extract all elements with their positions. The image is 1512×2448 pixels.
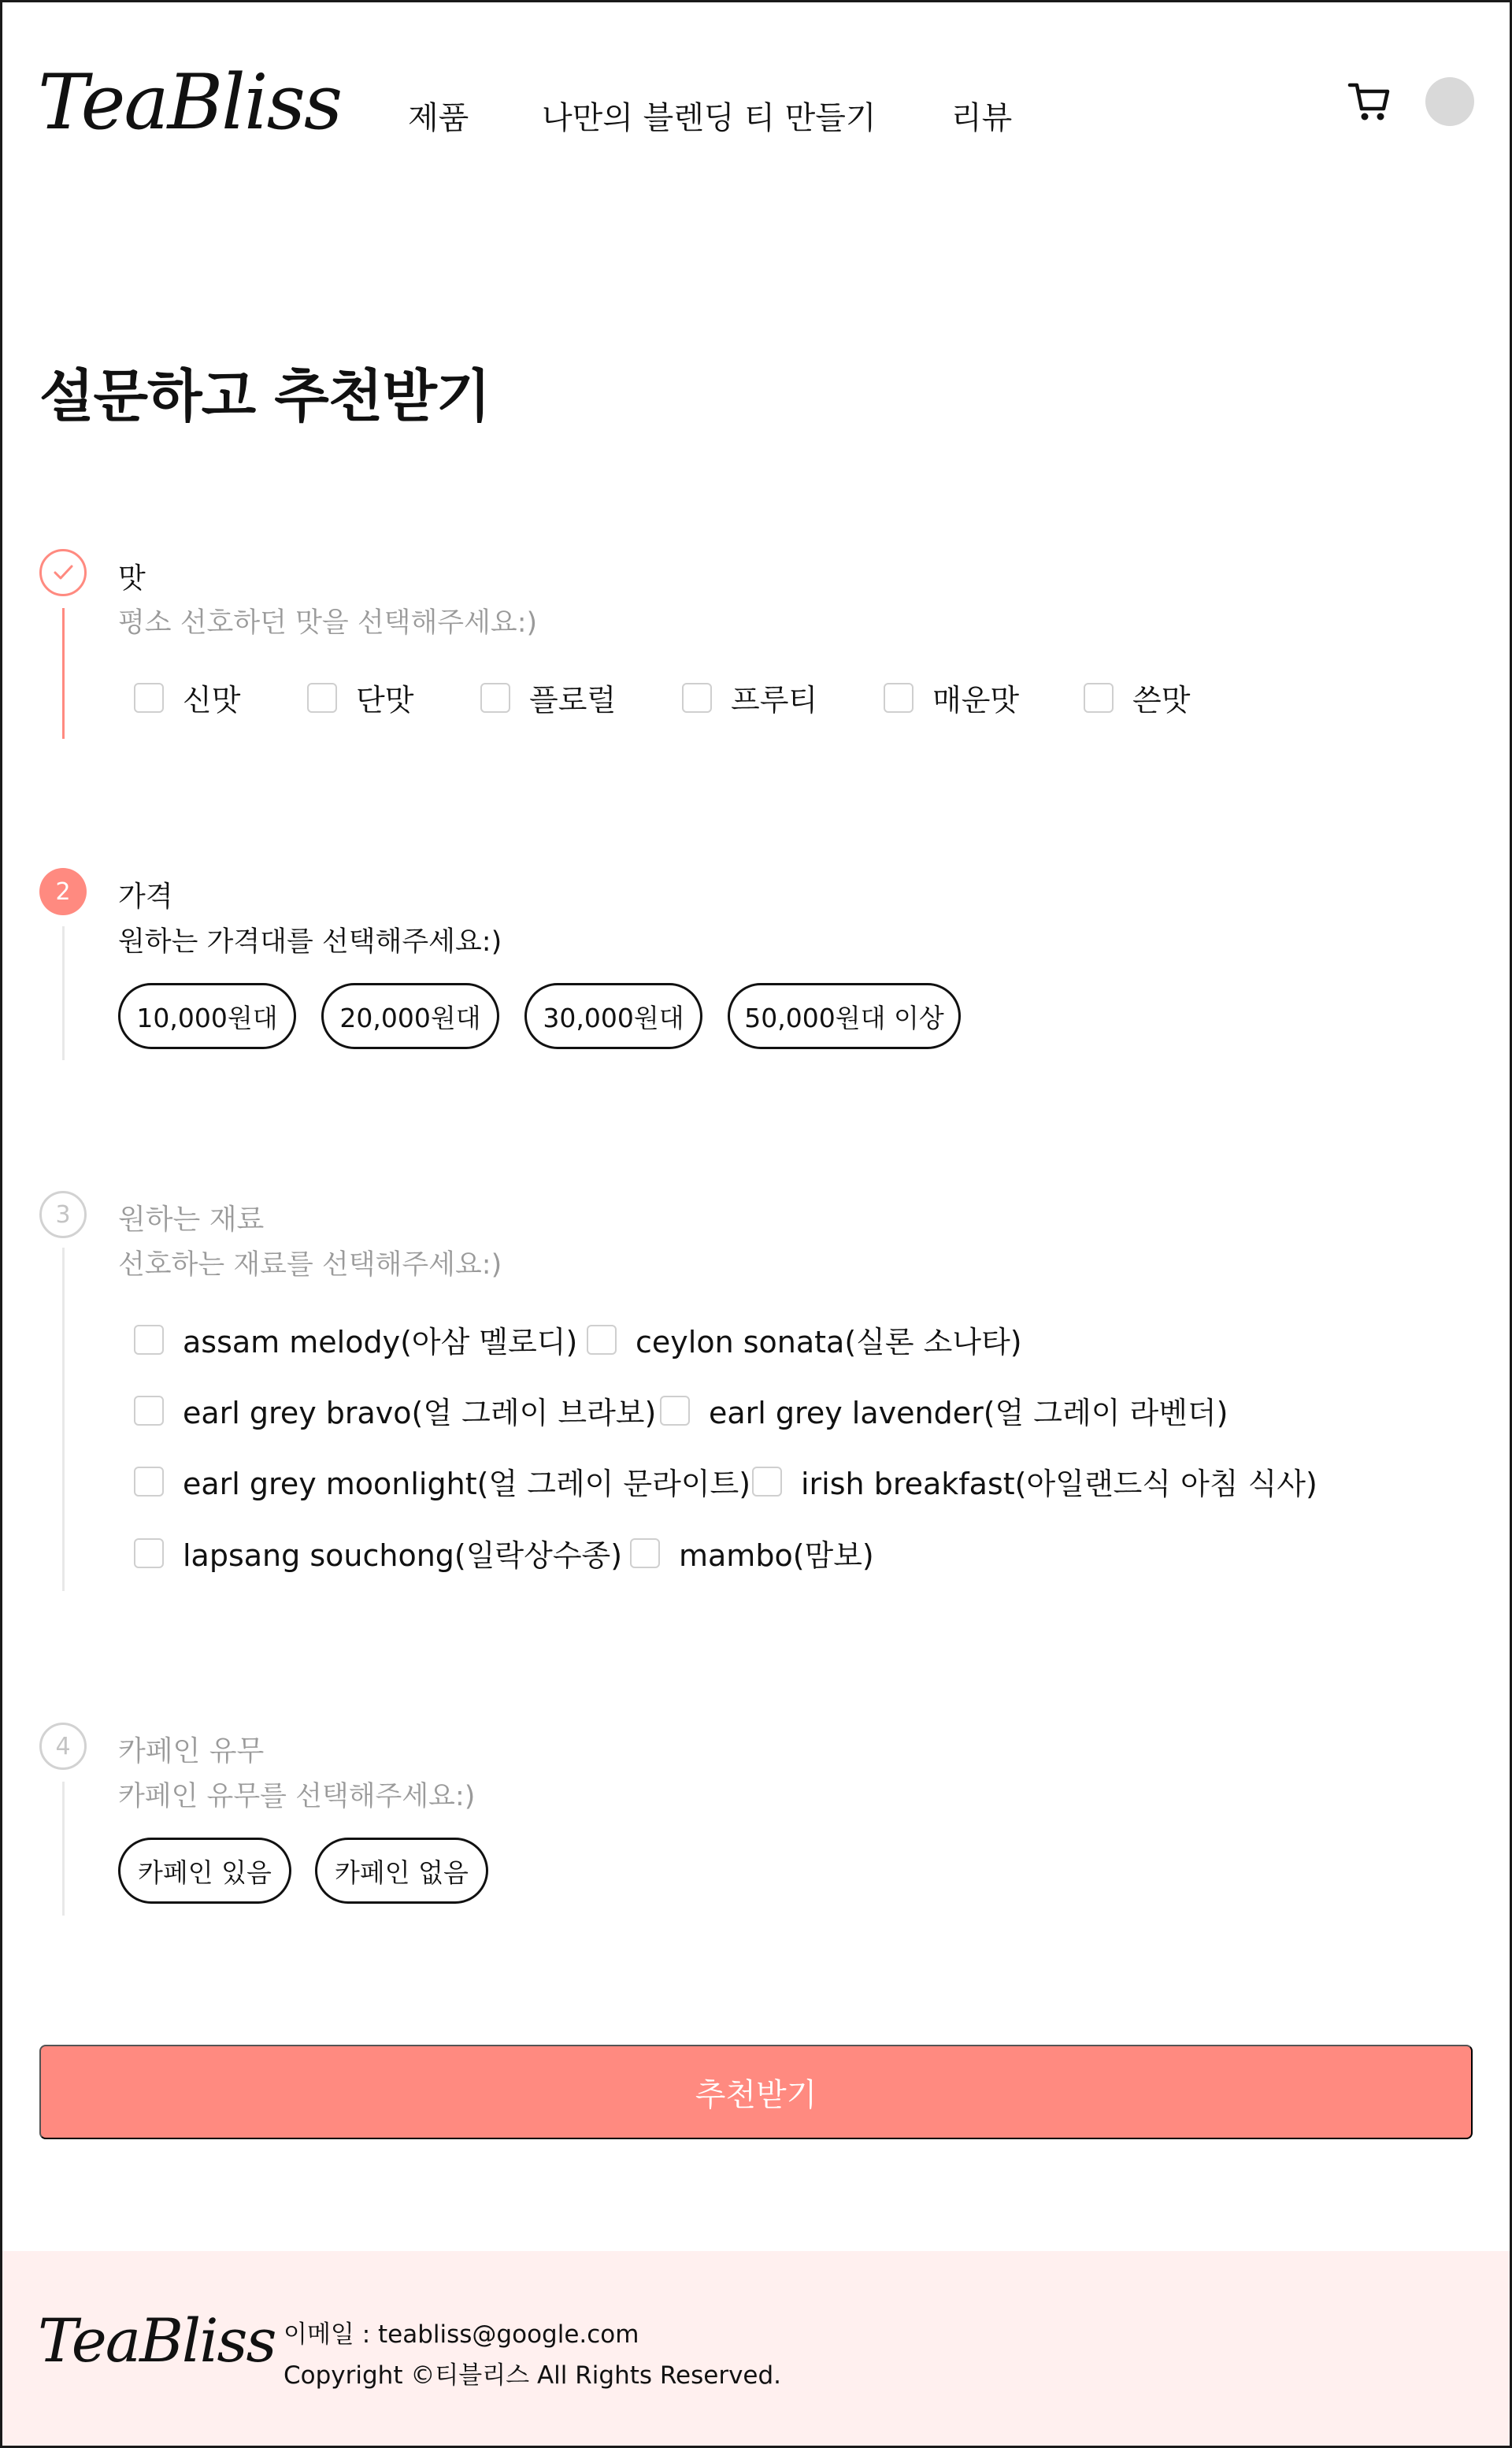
taste-option-bitter[interactable] (1084, 676, 1190, 719)
checkbox[interactable] (307, 683, 337, 713)
checkbox[interactable] (134, 1325, 164, 1355)
price-option-30000[interactable]: 30,000원대 (524, 983, 702, 1049)
ingredient-option-mambo[interactable] (630, 1531, 874, 1575)
checkbox[interactable] (752, 1467, 782, 1497)
cart-icon[interactable] (1347, 79, 1394, 126)
step-3-marker: 3 (39, 1191, 87, 1238)
step-2-description: 원하는 가격대를 선택해주세요:) (118, 926, 502, 958)
header (0, 0, 1512, 236)
checkbox[interactable] (134, 1396, 164, 1426)
option-label: 프루티 (731, 683, 818, 718)
recommend-button[interactable]: 추천받기 (39, 2045, 1473, 2139)
checkbox[interactable] (884, 683, 914, 713)
ingredient-option-ceylon-sonata[interactable] (587, 1318, 1022, 1361)
taste-option-fruity[interactable] (682, 676, 817, 719)
step-1-title: 맛 (118, 562, 146, 595)
step-3-description: 선호하는 재료를 선택해주세요:) (118, 1249, 502, 1281)
price-option-10000[interactable]: 10,000원대 (118, 983, 296, 1049)
checkbox[interactable] (630, 1538, 660, 1568)
option-label: 쓴맛 (1132, 683, 1191, 718)
price-option-20000[interactable]: 20,000원대 (321, 983, 499, 1049)
checkbox[interactable] (480, 683, 510, 713)
caffeine-option-no[interactable]: 카페인 없음 (315, 1838, 488, 1904)
nav-products[interactable]: 제품 (408, 100, 469, 136)
ingredient-option-irish-breakfast[interactable] (752, 1460, 1317, 1503)
option-label: lapsang souchong(일락상수종) (183, 1538, 623, 1573)
option-label: irish breakfast(아일랜드식 아침 식사) (801, 1467, 1317, 1501)
footer-logo: TeaBliss (38, 2305, 276, 2376)
ingredient-option-assam-melody[interactable] (134, 1318, 577, 1361)
avatar[interactable] (1425, 77, 1474, 126)
checkbox[interactable] (1084, 683, 1114, 713)
step-1-connector (62, 608, 65, 739)
ingredient-option-lapsang-souchong[interactable] (134, 1531, 622, 1575)
ingredient-option-earl-grey-bravo[interactable] (134, 1389, 656, 1432)
footer-copyright: Copyright ©티블리스 All Rights Reserved. (284, 2361, 782, 2390)
step-4-marker: 4 (39, 1723, 87, 1770)
checkbox[interactable] (682, 683, 712, 713)
footer-email: 이메일 : teabliss@google.com (284, 2320, 639, 2349)
taste-option-sour[interactable] (134, 676, 240, 719)
step-4-connector (62, 1782, 65, 1916)
nav-custom-blend[interactable]: 나만의 블렌딩 티 만들기 (542, 100, 876, 136)
checkbox[interactable] (134, 683, 164, 713)
logo[interactable]: TeaBliss (38, 58, 342, 147)
checkbox[interactable] (660, 1396, 690, 1426)
step-2-connector (62, 926, 65, 1060)
step-1-marker (39, 549, 87, 596)
option-label: earl grey lavender(얼 그레이 라벤더) (709, 1396, 1228, 1430)
step-2-marker: 2 (39, 868, 87, 915)
nav-reviews[interactable]: 리뷰 (951, 100, 1013, 136)
taste-option-sweet[interactable] (307, 676, 413, 719)
taste-option-floral[interactable] (480, 676, 616, 719)
step-4-description: 카페인 유무를 선택해주세요:) (118, 1781, 476, 1812)
step-3-title: 원하는 재료 (118, 1204, 265, 1236)
page-title: 설문하고 추천받기 (39, 363, 491, 429)
footer (0, 2251, 1512, 2448)
option-label: 단맛 (356, 683, 414, 718)
checkbox[interactable] (134, 1467, 164, 1497)
step-2-title: 가격 (118, 881, 173, 913)
ingredient-option-earl-grey-moonlight[interactable] (134, 1460, 750, 1503)
taste-option-spicy[interactable] (884, 676, 1019, 719)
ingredient-option-earl-grey-lavender[interactable] (660, 1389, 1228, 1432)
caffeine-option-yes[interactable]: 카페인 있음 (118, 1838, 291, 1904)
option-label: 매운맛 (932, 683, 1020, 718)
option-label: 플로럴 (529, 683, 617, 718)
check-icon (50, 560, 76, 585)
step-1-description: 평소 선호하던 맛을 선택해주세요:) (118, 607, 538, 639)
step-3-connector (62, 1248, 65, 1591)
step-4-title: 카페인 유무 (118, 1735, 265, 1767)
option-label: 신맛 (183, 683, 241, 718)
price-option-50000-plus[interactable]: 50,000원대 이상 (728, 983, 961, 1049)
checkbox[interactable] (134, 1538, 164, 1568)
option-label: earl grey bravo(얼 그레이 브라보) (183, 1396, 657, 1430)
checkbox[interactable] (587, 1325, 617, 1355)
option-label: mambo(맘보) (679, 1538, 874, 1573)
option-label: assam melody(아삼 멜로디) (183, 1325, 578, 1359)
option-label: ceylon sonata(실론 소나타) (636, 1325, 1022, 1359)
option-label: earl grey moonlight(얼 그레이 문라이트) (183, 1467, 751, 1501)
